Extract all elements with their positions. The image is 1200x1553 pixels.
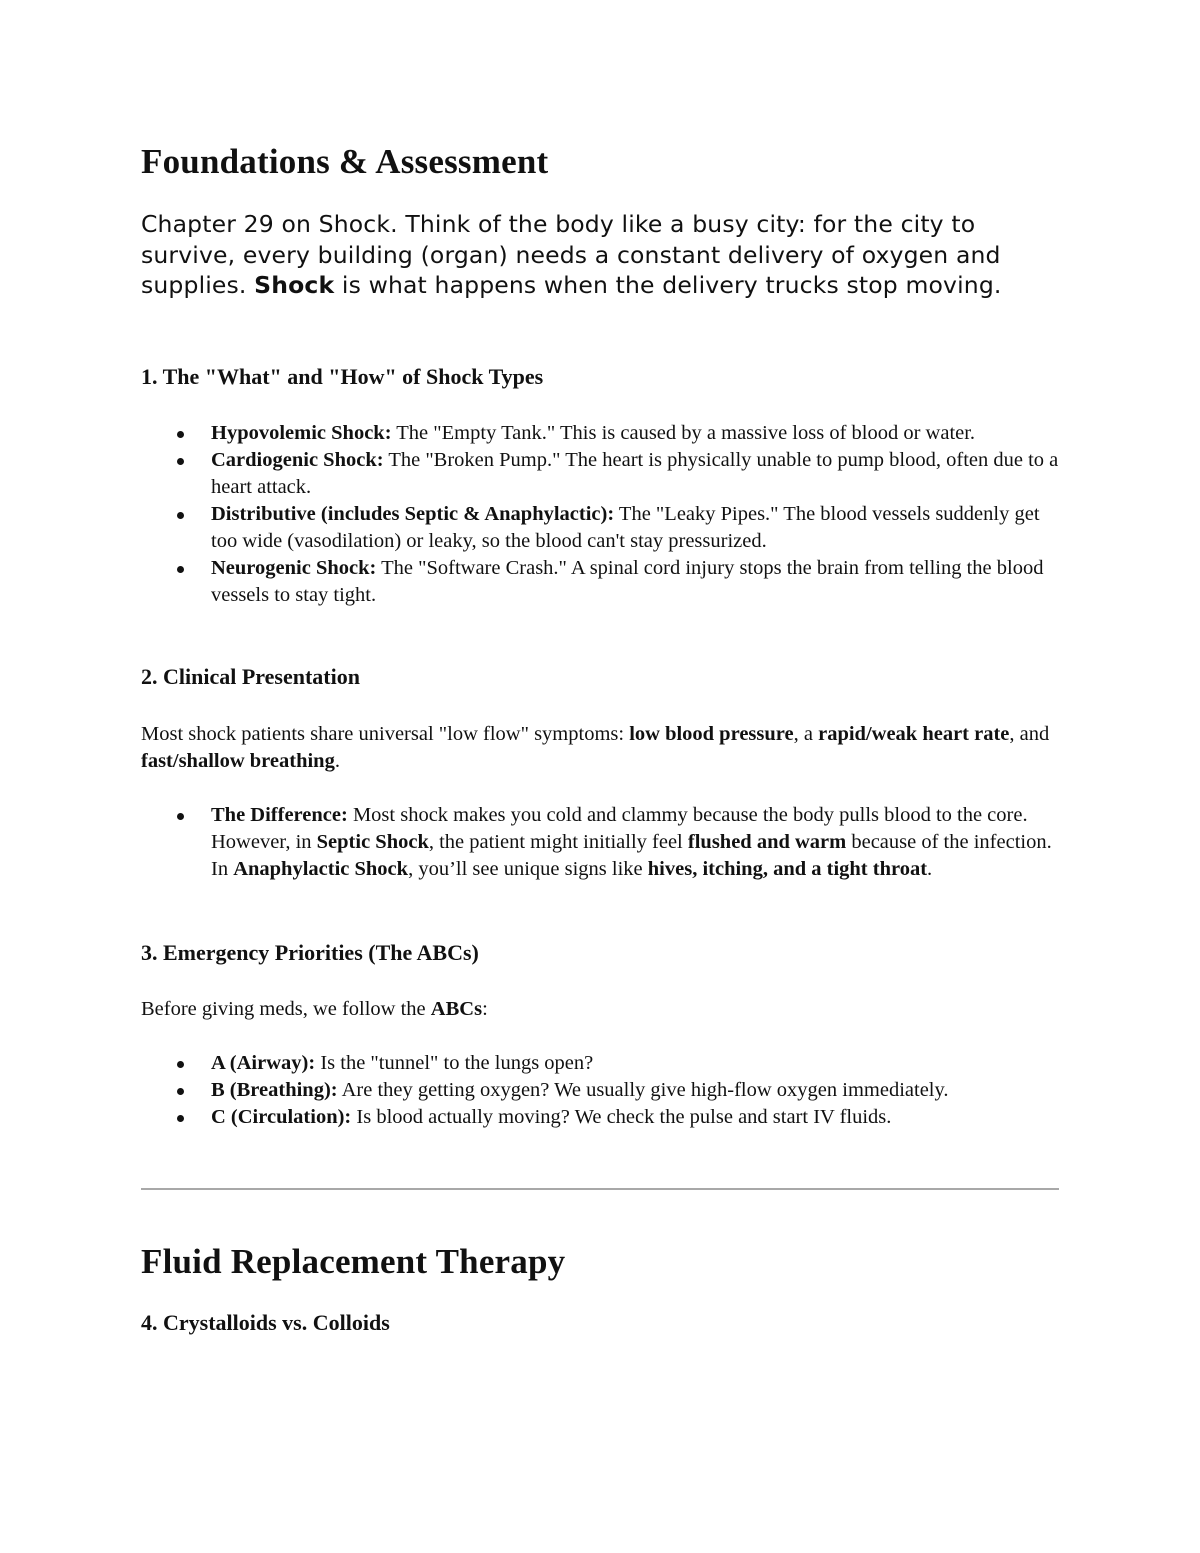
list-item: [141, 1050, 1061, 1077]
list-item: [141, 447, 1061, 501]
bold-text: rapid/weak heart rate: [818, 723, 1010, 745]
bold-text: Septic Shock: [316, 831, 429, 853]
text: , the patient might initially feel: [428, 831, 688, 853]
text: .: [927, 858, 933, 880]
description: Is blood actually moving? We check the pulse and start IV fluids.: [351, 1106, 892, 1128]
abcs-list: [141, 1050, 1061, 1131]
section-title-foundations: Foundations & Assessment: [141, 142, 549, 181]
heading-shock-types: 1. The "What" and "How" of Shock Types: [141, 364, 544, 389]
heading-clinical-presentation: 2. Clinical Presentation: [141, 664, 360, 689]
text: , you’ll see unique signs like: [408, 858, 648, 880]
term: The Difference:: [211, 804, 348, 826]
text: :: [482, 998, 488, 1020]
bullet-icon: [177, 1088, 184, 1095]
list-item: [141, 501, 1061, 555]
bullet-icon: [177, 813, 184, 820]
bold-text: Anaphylactic Shock: [233, 858, 409, 880]
description: The "Empty Tank." This is caused by a massive loss of blood or water.: [391, 422, 976, 444]
description: The "Leaky Pipes." The blood vessels suddenly get too wide (vasodilation) or leaky, so the blood can't stay pressurized.: [211, 503, 1040, 552]
heading-emergency-priorities: 3. Emergency Priorities (The ABCs): [141, 940, 479, 965]
bold-text: flushed and warm: [687, 831, 847, 853]
intro-bold-shock: Shock: [254, 271, 335, 299]
list-item: [141, 555, 1061, 609]
list-item: [141, 802, 1061, 883]
term: A (Airway):: [211, 1052, 316, 1074]
term: Distributive (includes Septic & Anaphylactic):: [211, 503, 615, 525]
text: because of the infection. In: [211, 831, 1052, 880]
description: Are they getting oxygen? We usually give high-flow oxygen immediately.: [337, 1079, 949, 1101]
bold-text: fast/shallow breathing: [141, 750, 335, 772]
text: , a: [793, 723, 819, 745]
heading-crystalloids-colloids: 4. Crystalloids vs. Colloids: [141, 1310, 390, 1335]
text: Most shock makes you cold and clammy because the body pulls blood to the core. However, in: [211, 804, 1028, 853]
horizontal-divider: [141, 1188, 1059, 1190]
bold-text: hives, itching, and a tight throat: [647, 858, 928, 880]
intro-paragraph: [141, 209, 1061, 301]
bold-text: ABCs: [430, 998, 483, 1020]
bullet-icon: [177, 458, 184, 465]
bullet-icon: [177, 512, 184, 519]
section-title-fluid-replacement: Fluid Replacement Therapy: [141, 1242, 566, 1281]
description: The "Broken Pump." The heart is physically unable to pump blood, often due to a heart attack.: [211, 449, 1059, 498]
intro-text-1: Chapter 29 on Shock. Think of the body like a busy city: for the city to survive, every building (organ) needs a constant delivery of oxygen and supplies.: [141, 210, 1001, 299]
presentation-paragraph: [141, 721, 1051, 775]
list-item: [141, 1077, 1061, 1104]
bullet-icon: [177, 1061, 184, 1068]
list-item: [141, 1104, 1061, 1131]
abcs-intro: [141, 996, 1051, 1023]
intro-text-2: is what happens when the delivery trucks stop moving.: [334, 271, 1002, 299]
text: .: [334, 750, 340, 772]
bold-text: low blood pressure: [629, 723, 794, 745]
bullet-icon: [177, 431, 184, 438]
difference-list: [141, 802, 1061, 883]
term: Cardiogenic Shock:: [211, 449, 384, 471]
description: The "Software Crash." A spinal cord injury stops the brain from telling the blood vessels to stay tight.: [211, 557, 1044, 606]
description: Is the "tunnel" to the lungs open?: [315, 1052, 594, 1074]
list-item: [141, 420, 1061, 447]
text: Most shock patients share universal "low flow" symptoms:: [141, 723, 630, 745]
shock-types-list: [141, 420, 1061, 609]
term: B (Breathing):: [211, 1079, 338, 1101]
term: Neurogenic Shock:: [211, 557, 377, 579]
term: Hypovolemic Shock:: [211, 422, 392, 444]
text: Before giving meds, we follow the: [141, 998, 431, 1020]
bullet-icon: [177, 1115, 184, 1122]
text: , and: [1009, 723, 1050, 745]
bullet-icon: [177, 566, 184, 573]
term: C (Circulation):: [211, 1106, 352, 1128]
